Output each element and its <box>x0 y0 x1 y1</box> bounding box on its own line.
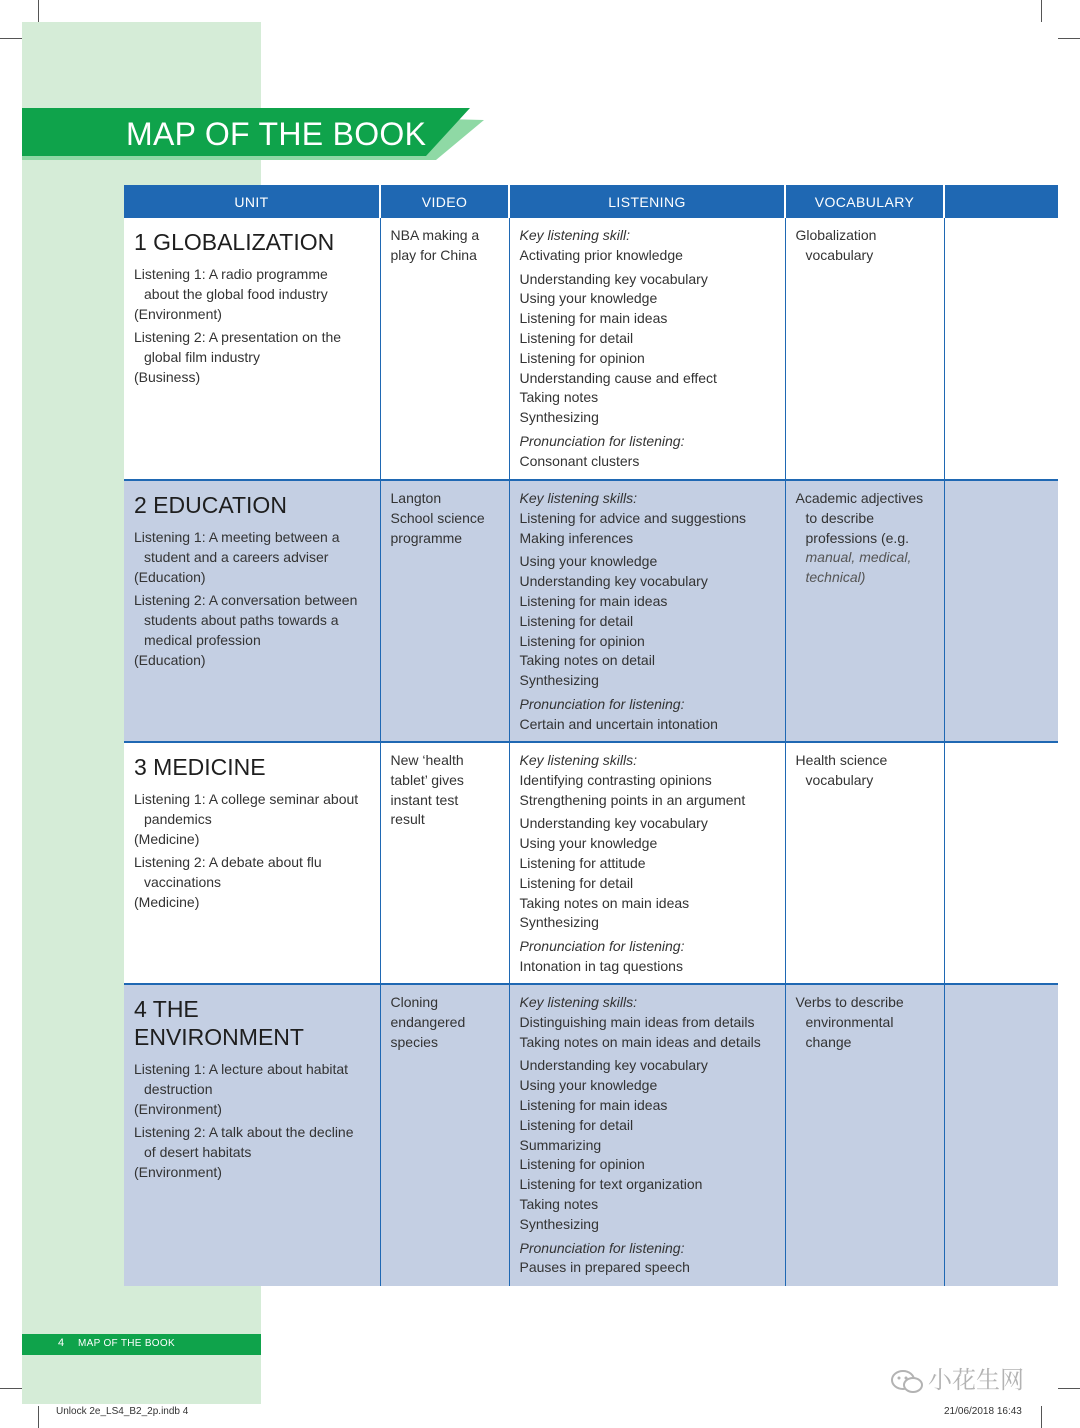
listening-title-cont: student and a careers adviser <box>144 548 329 565</box>
listening-entry <box>134 790 370 849</box>
unit-row <box>124 218 1058 480</box>
table-header-row <box>124 185 1058 218</box>
key-skill-item: Listening for advice and suggestions <box>519 509 746 526</box>
listening-title-cont: vaccinations <box>144 874 222 891</box>
crop-mark <box>38 1406 39 1428</box>
listening-title: Listening 2: A presentation on the <box>134 329 342 346</box>
video-line: play for China <box>390 246 477 263</box>
skill-item: Listening for detail <box>519 612 634 629</box>
key-skill-item: Making inferences <box>519 529 634 546</box>
skill-item: Listening for main ideas <box>519 1096 668 1113</box>
listening-entry <box>134 591 370 670</box>
page-title: MAP OF THE BOOK <box>126 116 427 152</box>
key-skill-heading: Key listening skills: <box>519 752 637 768</box>
listening-topic: (Environment) <box>134 1163 222 1180</box>
vocabulary-line: vocabulary <box>805 246 874 263</box>
video-line: programme <box>390 529 463 546</box>
crop-mark <box>1041 1406 1042 1428</box>
slug-file: Unlock 2e_LS4_B2_2p.indb 4 <box>56 1406 189 1417</box>
pronunciation-heading: Pronunciation for listening: <box>519 695 685 712</box>
key-skill-heading: Key listening skills: <box>519 490 637 506</box>
column-header-video: VIDEO <box>380 185 509 218</box>
unit-title: 3 MEDICINE <box>134 754 266 780</box>
key-skill-item: Identifying contrasting opinions <box>519 771 712 788</box>
listening-title: Listening 1: A lecture about habitat <box>134 1061 349 1077</box>
skill-item: Synthesizing <box>519 914 599 931</box>
listening-title: Listening 1: A radio programme <box>134 266 328 282</box>
pronunciation-block <box>520 432 775 472</box>
vocabulary-cell <box>785 480 944 742</box>
skill-item: Listening for main ideas <box>519 592 668 609</box>
skill-item: Listening for opinion <box>519 349 645 366</box>
column-header-vocabulary: VOCABULARY <box>785 185 944 218</box>
video-line: School science <box>390 509 485 526</box>
key-skill-heading: Key listening skills: <box>519 994 637 1010</box>
empty-cell <box>944 984 1058 1286</box>
video-line: Langton <box>390 490 442 506</box>
video-line: instant test <box>390 791 459 808</box>
listening-entry <box>134 853 370 912</box>
listening-entry <box>134 1123 370 1182</box>
map-table <box>124 185 1058 1286</box>
video-cell <box>380 480 509 742</box>
skill-item: Understanding key vocabulary <box>519 1057 708 1074</box>
listening-cell <box>509 218 785 480</box>
pronunciation-item: Intonation in tag questions <box>519 957 683 974</box>
unit-cell <box>124 742 380 984</box>
vocabulary-title: Health science <box>795 752 888 768</box>
key-skill-item: Taking notes on main ideas and details <box>519 1033 761 1050</box>
empty-cell <box>944 480 1058 742</box>
skill-item: Understanding key vocabulary <box>519 815 708 832</box>
unit-title: 1 GLOBALIZATION <box>134 229 335 255</box>
listening-title-cont: medical profession <box>144 631 261 648</box>
listening-topic: (Business) <box>134 368 201 385</box>
listening-title-cont: about the global food industry <box>144 285 328 302</box>
vocabulary-line: professions (e.g. <box>805 529 909 546</box>
column-header-unit: UNIT <box>124 185 380 218</box>
skill-item: Listening for detail <box>519 874 634 891</box>
vocabulary-cell <box>785 742 944 984</box>
unit-cell <box>124 218 380 480</box>
crop-mark <box>0 1388 22 1389</box>
skill-item: Using your knowledge <box>519 290 658 307</box>
vocabulary-line: to describe <box>805 509 874 526</box>
vocabulary-cell <box>785 218 944 480</box>
skill-item: Using your knowledge <box>519 1077 658 1094</box>
skill-item: Synthesizing <box>519 1215 599 1232</box>
video-cell <box>380 742 509 984</box>
listening-entry <box>134 265 370 324</box>
crop-mark <box>1058 38 1080 39</box>
empty-cell <box>944 742 1058 984</box>
listening-entry <box>134 328 370 387</box>
listening-topic: (Medicine) <box>134 893 200 910</box>
skill-item: Listening for text organization <box>519 1176 703 1193</box>
crop-mark <box>0 38 22 39</box>
column-header-listening: LISTENING <box>509 185 785 218</box>
pronunciation-item: Pauses in prepared speech <box>519 1259 690 1276</box>
skill-list <box>520 552 775 691</box>
skill-item: Understanding key vocabulary <box>519 573 708 590</box>
video-line: endangered <box>390 1013 466 1030</box>
pronunciation-item: Certain and uncertain intonation <box>519 715 718 732</box>
unit-title: 2 EDUCATION <box>134 492 287 518</box>
pronunciation-block <box>520 1239 775 1279</box>
crop-mark <box>38 0 39 22</box>
watermark-text: 小花生网 <box>928 1367 1024 1394</box>
pronunciation-block <box>520 937 775 977</box>
pronunciation-heading: Pronunciation for listening: <box>519 432 685 449</box>
skill-item: Listening for detail <box>519 329 634 346</box>
skill-item: Listening for detail <box>519 1116 634 1133</box>
skill-item: Synthesizing <box>519 672 599 689</box>
skill-item: Synthesizing <box>519 409 599 426</box>
skill-item: Using your knowledge <box>519 553 658 570</box>
vocabulary-title: Globalization <box>795 227 877 243</box>
listening-cell <box>509 742 785 984</box>
crop-mark <box>1058 1388 1080 1389</box>
key-skill-item: Strengthening points in an argument <box>519 791 746 808</box>
unit-row <box>124 984 1058 1286</box>
vocabulary-title: Verbs to describe <box>795 994 904 1010</box>
crop-mark <box>1041 0 1042 22</box>
video-line: NBA making a <box>390 227 480 243</box>
pronunciation-heading: Pronunciation for listening: <box>519 938 685 955</box>
page-number: 4 <box>58 1337 65 1349</box>
listening-topic: (Medicine) <box>134 830 200 847</box>
listening-entry <box>134 528 370 587</box>
listening-topic: (Education) <box>134 651 206 668</box>
title-banner <box>22 108 482 160</box>
skill-item: Using your knowledge <box>519 835 658 852</box>
pronunciation-item: Consonant clusters <box>519 452 640 469</box>
vocabulary-title: Academic adjectives <box>795 490 924 506</box>
skill-item: Taking notes on main ideas <box>519 894 690 911</box>
skill-item: Taking notes on detail <box>519 652 655 669</box>
unit-title: 4 THE ENVIRONMENT <box>134 996 304 1050</box>
skill-item: Listening for opinion <box>519 1156 645 1173</box>
skill-item: Listening for main ideas <box>519 310 668 327</box>
listening-entry <box>134 1060 370 1119</box>
key-skill-heading: Key listening skill: <box>519 227 630 243</box>
skill-list <box>520 814 775 933</box>
unit-row <box>124 742 1058 984</box>
skill-item: Summarizing <box>519 1136 602 1153</box>
vocabulary-example: technical) <box>805 569 866 586</box>
column-header-extra <box>944 185 1058 218</box>
vocabulary-example: manual, medical, <box>805 549 912 566</box>
vocabulary-line: environmental <box>805 1013 894 1030</box>
video-line: species <box>390 1033 438 1050</box>
skill-item: Listening for opinion <box>519 632 645 649</box>
listening-title: Listening 1: A college seminar about <box>134 791 359 807</box>
vocabulary-line: vocabulary <box>805 771 874 788</box>
skill-list <box>520 1056 775 1234</box>
watermark <box>890 1360 1024 1395</box>
slug-date: 21/06/2018 16:43 <box>944 1406 1022 1417</box>
listening-title: Listening 2: A talk about the decline <box>134 1124 354 1141</box>
vocabulary-line: change <box>805 1033 852 1050</box>
skill-item: Understanding key vocabulary <box>519 270 708 287</box>
listening-title-cont: of desert habitats <box>144 1144 252 1161</box>
listening-title: Listening 2: A conversation between <box>134 592 358 609</box>
key-skill-item: Activating prior knowledge <box>519 246 683 263</box>
listening-topic: (Environment) <box>134 305 222 322</box>
video-line: tablet’ gives <box>390 771 464 788</box>
pronunciation-block <box>520 695 775 735</box>
listening-cell <box>509 984 785 1286</box>
footer-bar <box>22 1334 261 1355</box>
key-skill-item: Distinguishing main ideas from details <box>519 1013 755 1030</box>
listening-title: Listening 2: A debate about flu <box>134 854 322 871</box>
video-line: result <box>390 811 425 828</box>
footer-label: MAP OF THE BOOK <box>78 1338 175 1349</box>
skill-item: Understanding cause and effect <box>519 369 717 386</box>
video-cell <box>380 218 509 480</box>
unit-row <box>124 480 1058 742</box>
unit-cell <box>124 480 380 742</box>
listening-title-cont: global film industry <box>144 349 260 366</box>
listening-title-cont: destruction <box>144 1080 213 1097</box>
listening-title: Listening 1: A meeting between a <box>134 529 340 545</box>
skill-list <box>520 270 775 428</box>
skill-item: Taking notes <box>519 389 599 406</box>
skill-item: Listening for attitude <box>519 854 646 871</box>
vocabulary-cell <box>785 984 944 1286</box>
video-cell <box>380 984 509 1286</box>
empty-cell <box>944 218 1058 480</box>
pronunciation-heading: Pronunciation for listening: <box>519 1239 685 1256</box>
listening-title-cont: students about paths towards a <box>144 612 339 629</box>
video-line: Cloning <box>390 994 438 1010</box>
listening-topic: (Environment) <box>134 1100 222 1117</box>
video-line: New ‘health <box>390 752 464 768</box>
listening-title-cont: pandemics <box>144 810 212 827</box>
unit-cell <box>124 984 380 1286</box>
wechat-icon <box>890 1369 924 1395</box>
listening-cell <box>509 480 785 742</box>
skill-item: Taking notes <box>519 1195 599 1212</box>
listening-topic: (Education) <box>134 568 206 585</box>
